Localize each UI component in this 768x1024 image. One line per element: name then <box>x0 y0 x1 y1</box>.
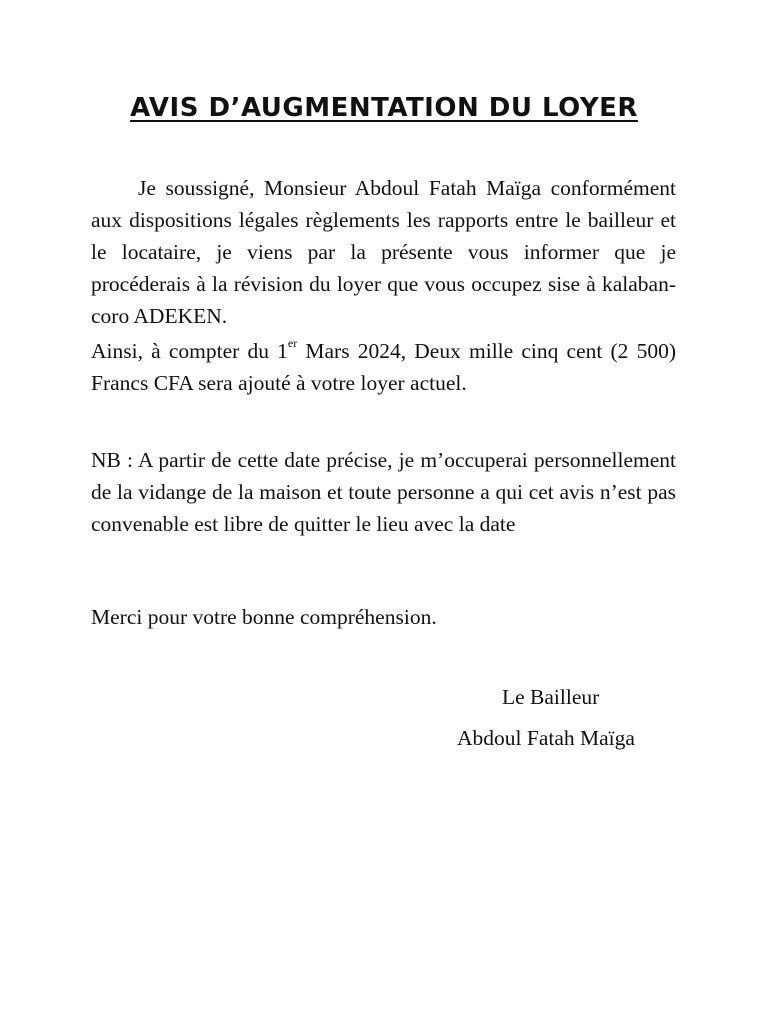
ordinal-superscript: er <box>287 335 298 350</box>
paragraph-thanks: Merci pour votre bonne compréhension. <box>91 605 437 629</box>
rent-increase-text-end: Mars 2024, Deux mille cinq cent (2 500) Francs CFA sera ajouté à votre loyer actuel. <box>91 339 676 395</box>
paragraph-rent-increase <box>91 335 676 399</box>
rent-increase-text-start: Ainsi, à compter du 1 <box>91 339 288 363</box>
paragraph-nota-bene: NB : A partir de cette date précise, je m’occuperai personnellement de la vidange de la maison et toute personne a qui cet avis n’est pas convenable est libre de quitter le lieu avec la date <box>91 448 676 536</box>
signature-name: Abdoul Fatah Maïga <box>457 726 635 750</box>
signature-role: Le Bailleur <box>502 685 600 709</box>
paragraph-declaration: Je soussigné, Monsieur Abdoul Fatah Maïga conformément aux dispositions légales règlements les rapports entre le bailleur et le locataire, je viens par la présente vous informer que je procéderais à la révision du loyer que vous occupez sise à kalaban-coro ADEKEN. <box>91 176 676 328</box>
document-title: AVIS D’AUGMENTATION DU LOYER <box>130 93 638 123</box>
